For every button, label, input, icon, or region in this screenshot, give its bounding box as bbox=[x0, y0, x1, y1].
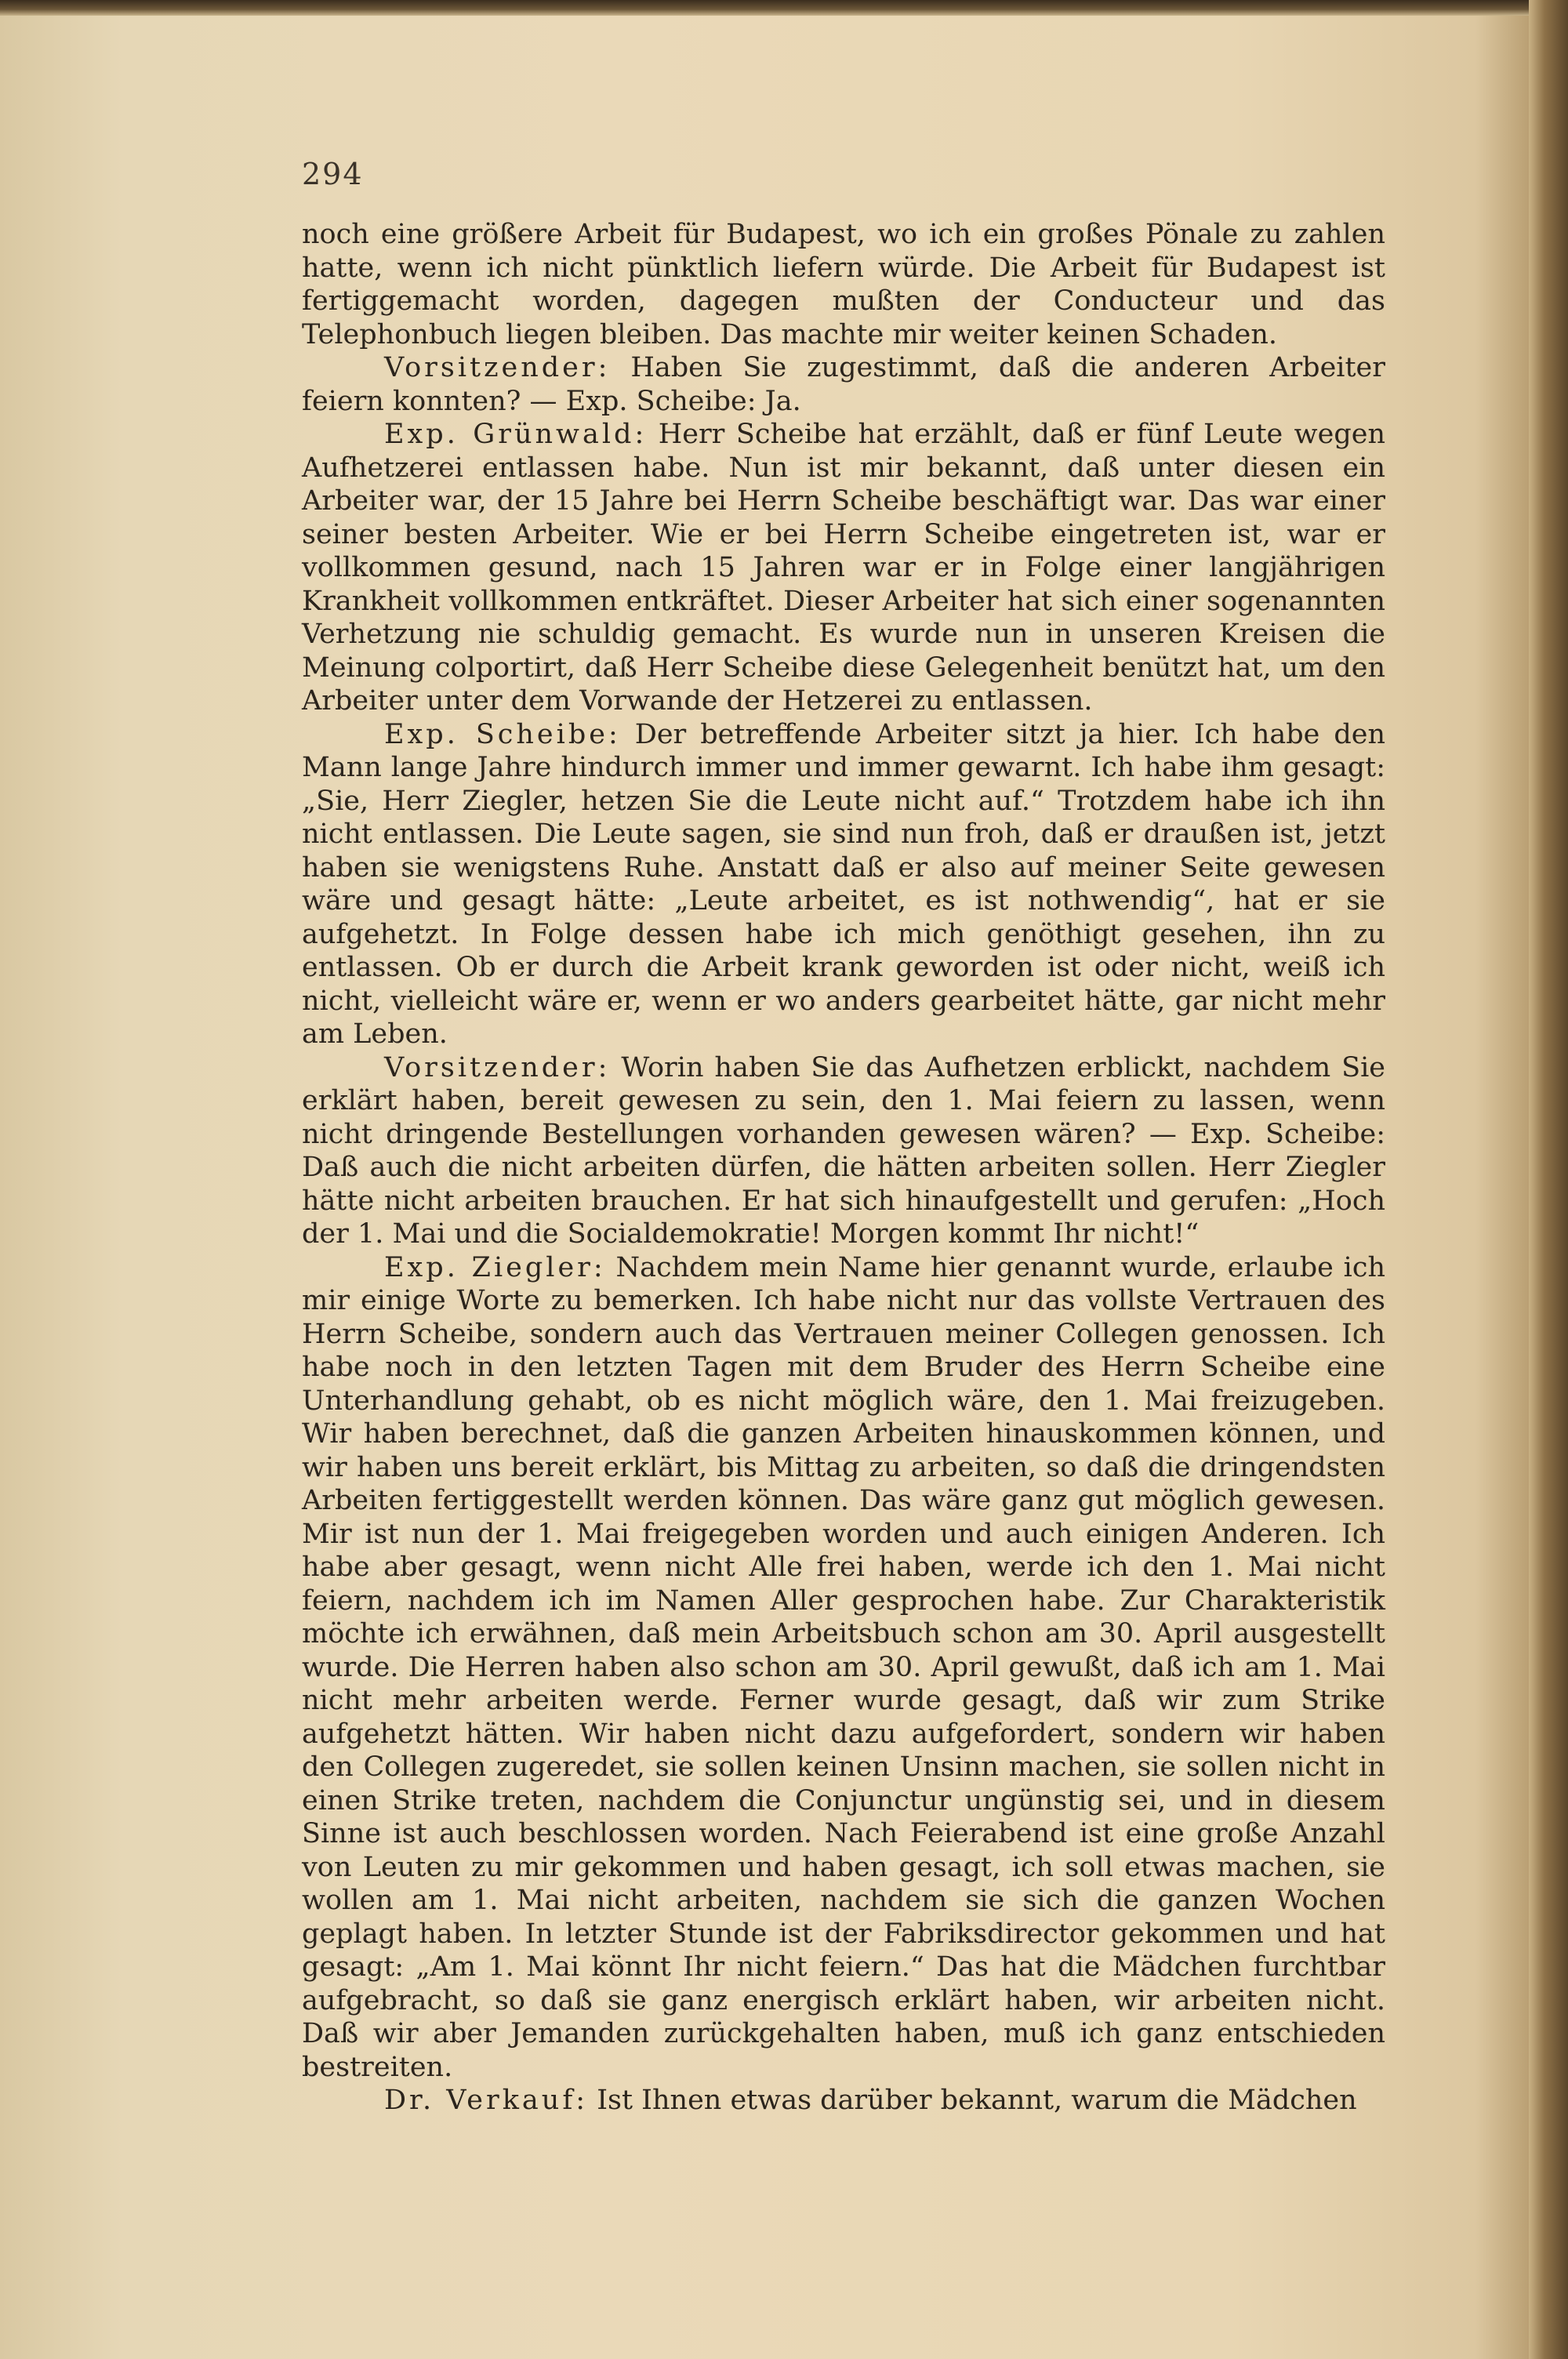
paragraph-text: Ist Ihnen etwas darüber bekannt, warum die Mädchen bbox=[588, 2085, 1357, 2116]
paragraph-text: noch eine größere Arbeit für Budapest, wo ich ein großes Pönale zu zahlen hatte, wenn ich nicht pünktlich liefern würde. Die Arbeit für Budapest ist fertiggemacht worden, dagegen mußten der Conducteur und das Telephonbuch liegen bleiben. Das machte mir weiter keinen Schaden. bbox=[302, 219, 1385, 350]
paragraph bbox=[302, 418, 1385, 718]
speaker-label: Dr. Verkauf: bbox=[384, 2085, 589, 2116]
paragraph-text: Haben Sie zugestimmt, daß die anderen Arbeiter feiern konnten? — Exp. Scheibe: Ja. bbox=[302, 352, 1385, 417]
speaker-label: Vorsitzender: bbox=[384, 1051, 611, 1083]
page-top-edge bbox=[0, 0, 1568, 16]
paragraph bbox=[302, 351, 1385, 418]
text-block bbox=[302, 218, 1385, 2118]
paragraph bbox=[302, 1051, 1385, 1251]
paragraph bbox=[302, 2084, 1385, 2118]
book-spine-edge bbox=[1529, 0, 1568, 2359]
paragraph-text: Der betreffende Arbeiter sitzt ja hier. Ich habe den Mann lange Jahre hindurch immer und immer gewarnt. Ich habe ihm gesagt: „Sie, Herr Ziegler, hetzen Sie die Leute nicht auf.“ Trotzdem habe ich ihn nicht entlassen. Die Leute sagen, sie sind nun froh, daß er draußen ist, jetzt haben sie wenigstens Ruhe. Anstatt daß er also auf meiner Seite gewesen wäre und gesagt hätte: „Leute arbeitet, es ist nothwendig“, hat er sie aufgehetzt. In Folge dessen habe ich mich genöthigt gesehen, ihn zu entlassen. Ob er durch die Arbeit krank geworden ist oder nicht, weiß ich nicht, vielleicht wäre er, wenn er wo anders gearbeitet hätte, gar nicht mehr am Leben. bbox=[302, 718, 1385, 1050]
speaker-label: Exp. Ziegler: bbox=[384, 1251, 606, 1283]
page-number: 294 bbox=[302, 157, 364, 191]
speaker-label: Vorsitzender: bbox=[384, 352, 611, 383]
paragraph-text: Nachdem mein Name hier genannt wurde, erlaube ich mir einige Worte zu bemerken. Ich habe nicht nur das vollste Vertrauen des Herrn Scheibe, sondern auch das Vertrauen meiner Collegen genossen. Ich habe noch in den letzten Tagen mit dem Bruder des Herrn Scheibe eine Unterhandlung gehabt, ob es nicht möglich wäre, den 1. Mai freizugeben. Wir haben berechnet, daß die ganzen Arbeiten hinauskommen können, und wir haben uns bereit erklärt, bis Mittag zu arbeiten, so daß die dringendsten Arbeiten fertiggestellt werden können. Das wäre ganz gut möglich gewesen. Mir ist nun der 1. Mai freigegeben worden und auch einigen Anderen. Ich habe aber gesagt, wenn nicht Alle frei haben, werde ich den 1. Mai nicht feiern, nachdem ich im Namen Aller gesprochen habe. Zur Charakteristik möchte ich erwähnen, daß mein Arbeitsbuch schon am 30. April ausgestellt wurde. Die Herren haben also schon am 30. April gewußt, daß ich am 1. Mai nicht mehr arbeiten werde. Ferner wurde gesagt, daß wir zum Strike aufgehetzt hätten. Wir haben nicht dazu aufgefordert, sondern wir haben den Collegen zugeredet, sie sollen keinen Unsinn machen, sie sollen nicht in einen Strike treten, nachdem die Conjunctur ungünstig sei, und in diesem Sinne ist auch beschlossen worden. Nach Feierabend ist eine große Anzahl von Leuten zu mir gekommen und haben gesagt, ich soll etwas machen, sie wollen am 1. Mai nicht arbeiten, nachdem sie sich die ganzen Wochen geplagt haben. In letzter Stunde ist der Fabriksdirector gekommen und hat gesagt: „Am 1. Mai könnt Ihr nicht feiern.“ Das hat die Mädchen furchtbar aufgebracht, so daß sie ganz energisch erklärt haben, wir arbeiten nicht. Daß wir aber Jemanden zurückgehalten haben, muß ich ganz entschieden bestreiten. bbox=[302, 1251, 1385, 2083]
paragraph bbox=[302, 218, 1385, 351]
paragraph-text: Worin haben Sie das Aufhetzen erblickt, nachdem Sie erklärt haben, bereit gewesen zu sein, den 1. Mai feiern zu lassen, wenn nicht dringende Bestellungen vorhanden gewesen wären? — Exp. Scheibe: Daß auch die nicht arbeiten dürfen, die hätten arbeiten sollen. Herr Ziegler hätte nicht arbeiten brauchen. Er hat sich hinaufgestellt und gerufen: „Hoch der 1. Mai und die Socialdemokratie! Morgen kommt Ihr nicht!“ bbox=[302, 1051, 1385, 1250]
paragraph bbox=[302, 1251, 1385, 2085]
speaker-label: Exp. Grünwald: bbox=[384, 419, 648, 450]
paragraph-text: Herr Scheibe hat erzählt, daß er fünf Leute wegen Aufhetzerei entlassen habe. Nun ist mir bekannt, daß unter diesen ein Arbeiter war, der 15 Jahre bei Herrn Scheibe beschäftigt war. Das war einer seiner besten Arbeiter. Wie er bei Herrn Scheibe eingetreten ist, war er vollkommen gesund, nach 15 Jahren war er in Folge einer langjährigen Krankheit vollkommen entkräftet. Dieser Arbeiter hat sich einer sogenannten Verhetzung nie schuldig gemacht. Es wurde nun in unseren Kreisen die Meinung colportirt, daß Herr Scheibe diese Gelegenheit benützt hat, um den Arbeiter unter dem Vorwande der Hetzerei zu entlassen. bbox=[302, 419, 1386, 717]
speaker-label: Exp. Scheibe: bbox=[384, 718, 621, 750]
paragraph bbox=[302, 718, 1385, 1051]
